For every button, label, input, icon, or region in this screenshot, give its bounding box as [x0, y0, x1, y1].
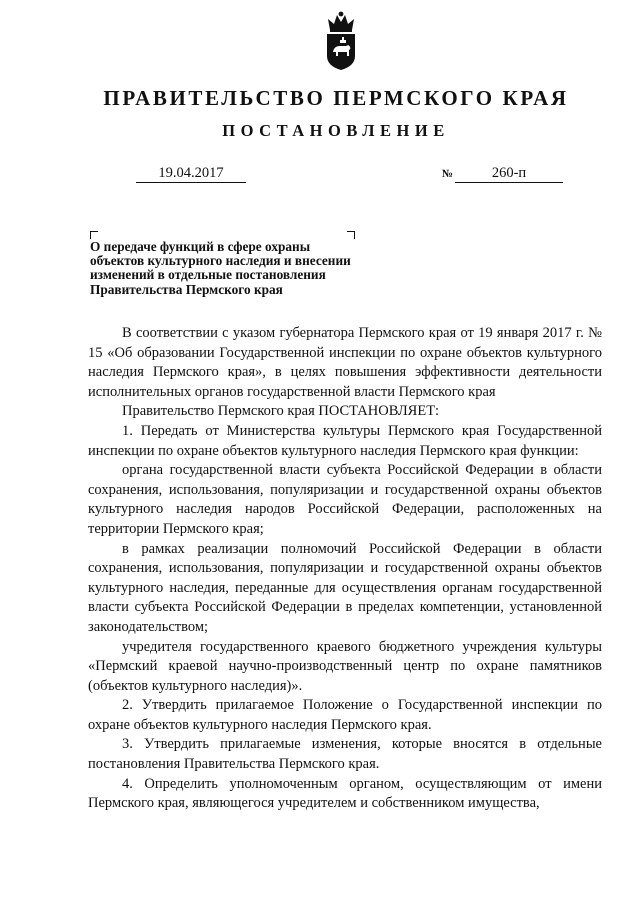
document-body [88, 324, 602, 814]
subject-line: изменений в отдельные постановления [90, 267, 326, 283]
body-paragraph: 1. Передать от Министерства культуры Пермского края Государственной инспекции по охране объектов культурного наследия Пермского края функции: [88, 422, 602, 459]
body-paragraph: в рамках реализации полномочий Российской Федерации в области сохранения, использования, популяризации и государственной охраны объектов культурного наследия, переданные для осуществления органам государственной власти субъекта Российской Федерации в пределах компетенции, установленной законодательством; [88, 540, 602, 635]
document-subject [90, 240, 410, 297]
organization-title: ПРАВИТЕЛЬСТВО ПЕРМСКОГО КРАЯ [103, 86, 569, 110]
number-sign: № [442, 168, 454, 180]
body-paragraph: 3. Утвердить прилагаемые изменения, которые вносятся в отдельные постановления Правительства Пермского края. [88, 736, 602, 773]
subject-line: Правительства Пермского края [90, 281, 283, 297]
document-date: 19.04.2017 [136, 164, 246, 183]
document-kind: ПОСТАНОВЛЕНИЕ [222, 121, 450, 140]
subject-line: объектов культурного наследия и внесении [90, 253, 351, 269]
perm-krai-coat-of-arms-icon [322, 10, 360, 72]
document-number: 260-п [455, 164, 563, 183]
subject-line: О передаче функций в сфере охраны [90, 239, 311, 254]
subject-corner-right [347, 231, 355, 239]
body-paragraph: Правительство Пермского края ПОСТАНОВЛЯЕТ: [122, 403, 440, 420]
body-paragraph: учредителя государственного краевого бюджетного учреждения культуры «Пермский краевой научно-производственный центр по охране памятников (объектов культурного наследия)». [88, 638, 602, 694]
body-paragraph: 4. Определить уполномоченным органом, осуществляющим от имени Пермского края, являющегося учредителем и собственником имущества, [88, 775, 602, 812]
body-paragraph: В соответствии с указом губернатора Пермского края от 19 января 2017 г. № 15 «Об образовании Государственной инспекции по охране объектов культурного наследия Пермского края», в целях повышения эффективности деятельности исполнительных органов государственной власти Пермского края [88, 325, 602, 400]
body-paragraph: 2. Утвердить прилагаемое Положение о Государственной инспекции по охране объектов культурного наследия Пермского края. [88, 697, 602, 733]
subject-corner-left [90, 231, 98, 239]
body-paragraph: органа государственной власти субъекта Российской Федерации в области сохранения, использования, популяризации и государственной охраны объектов культурного наследия народов Российской Федерации, расположенных на территории Пермского края; [88, 462, 602, 537]
